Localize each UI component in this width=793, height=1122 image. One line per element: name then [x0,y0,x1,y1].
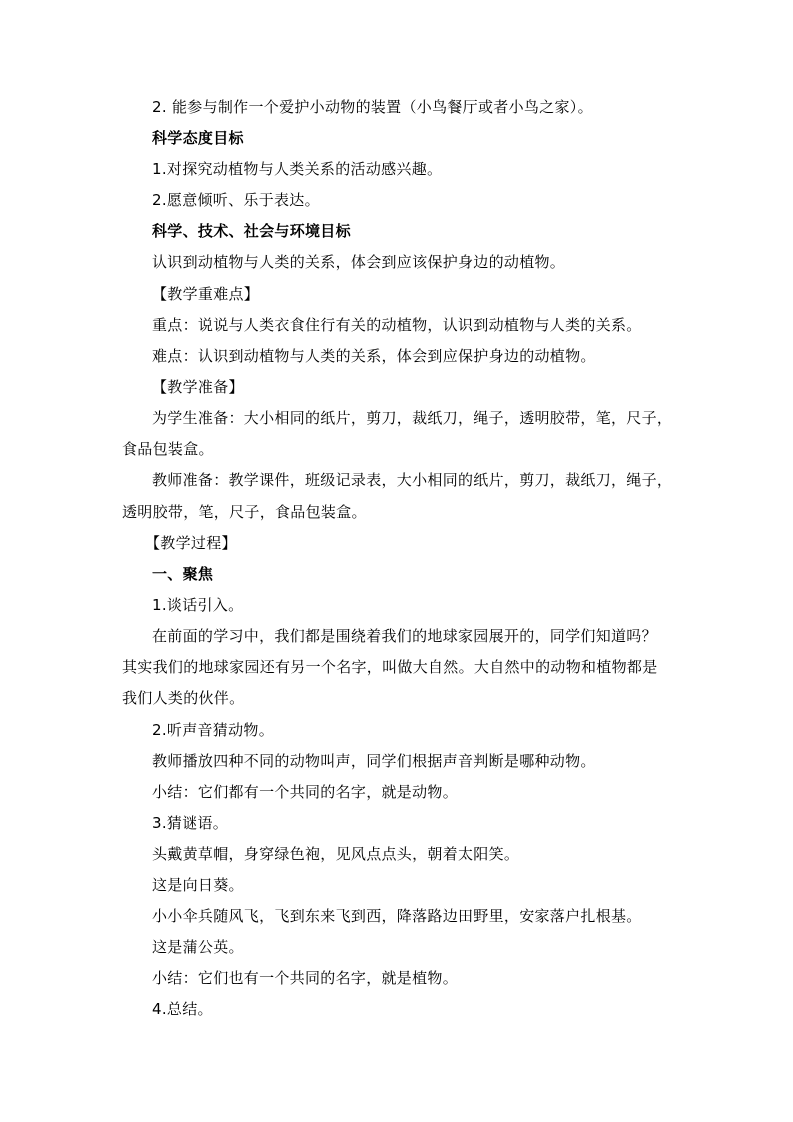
text-line: 小小伞兵随风飞，飞到东来飞到西，降落路边田野里，安家落户扎根基。 [152,907,642,925]
text-line: 透明胶带，笔，尺子，食品包装盒。 [122,503,367,521]
text-line: 4.总结。 [152,1000,213,1018]
section-heading: 科学、技术、社会与环境目标 [152,222,351,240]
text-line: 其实我们的地球家园还有另一个名字，叫做大自然。大自然中的动物和植物都是 [122,658,658,676]
section-heading: 【教学重难点】 [152,285,260,303]
text-line: 食品包装盒。 [122,440,214,458]
text-line: 这是蒲公英。 [152,938,244,956]
text-line: 我们人类的伙伴。 [122,689,245,707]
section-heading: 【教学过程】 [145,534,237,552]
text-line: 小结：它们都有一个共同的名字，就是动物。 [152,783,459,801]
text-line: 难点：认识到动植物与人类的关系，体会到应保护身边的动植物。 [152,347,596,365]
section-heading: 【教学准备】 [152,378,244,396]
text-line: 在前面的学习中，我们都是围绕着我们的地球家园展开的，同学们知道吗？ [152,627,657,645]
text-line: 2.听声音猜动物。 [152,721,275,739]
text-line: 教师播放四种不同的动物叫声，同学们根据声音判断是哪种动物。 [152,752,596,770]
section-heading: 科学态度目标 [152,129,244,147]
section-heading: 一、聚焦 [152,565,214,583]
text-line: 为学生准备：大小相同的纸片，剪刀，裁纸刀，绳子，透明胶带，笔，尺子， [152,409,673,427]
text-line: 1.对探究动植物与人类关系的活动感兴趣。 [152,160,443,178]
text-line: 重点：说说与人类衣食住行有关的动植物，认识到动植物与人类的关系。 [152,316,642,334]
text-line: 2. 能参与制作一个爱护小动物的装置（小鸟餐厅或者小鸟之家）。 [152,98,593,116]
text-line: 认识到动植物与人类的关系，体会到应该保护身边的动植物。 [152,253,566,271]
text-line: 教师准备：教学课件，班级记录表，大小相同的纸片，剪刀，裁纸刀，绳子， [152,471,673,489]
text-line: 小结：它们也有一个共同的名字，就是植物。 [152,969,459,987]
text-line: 2.愿意倾听、乐于表达。 [152,191,320,209]
text-line: 1.谈话引入。 [152,596,244,614]
text-line: 这是向日葵。 [152,876,244,894]
text-line: 3.猜谜语。 [152,814,229,832]
text-line: 头戴黄草帽，身穿绿色袍，见风点点头，朝着太阳笑。 [152,845,520,863]
